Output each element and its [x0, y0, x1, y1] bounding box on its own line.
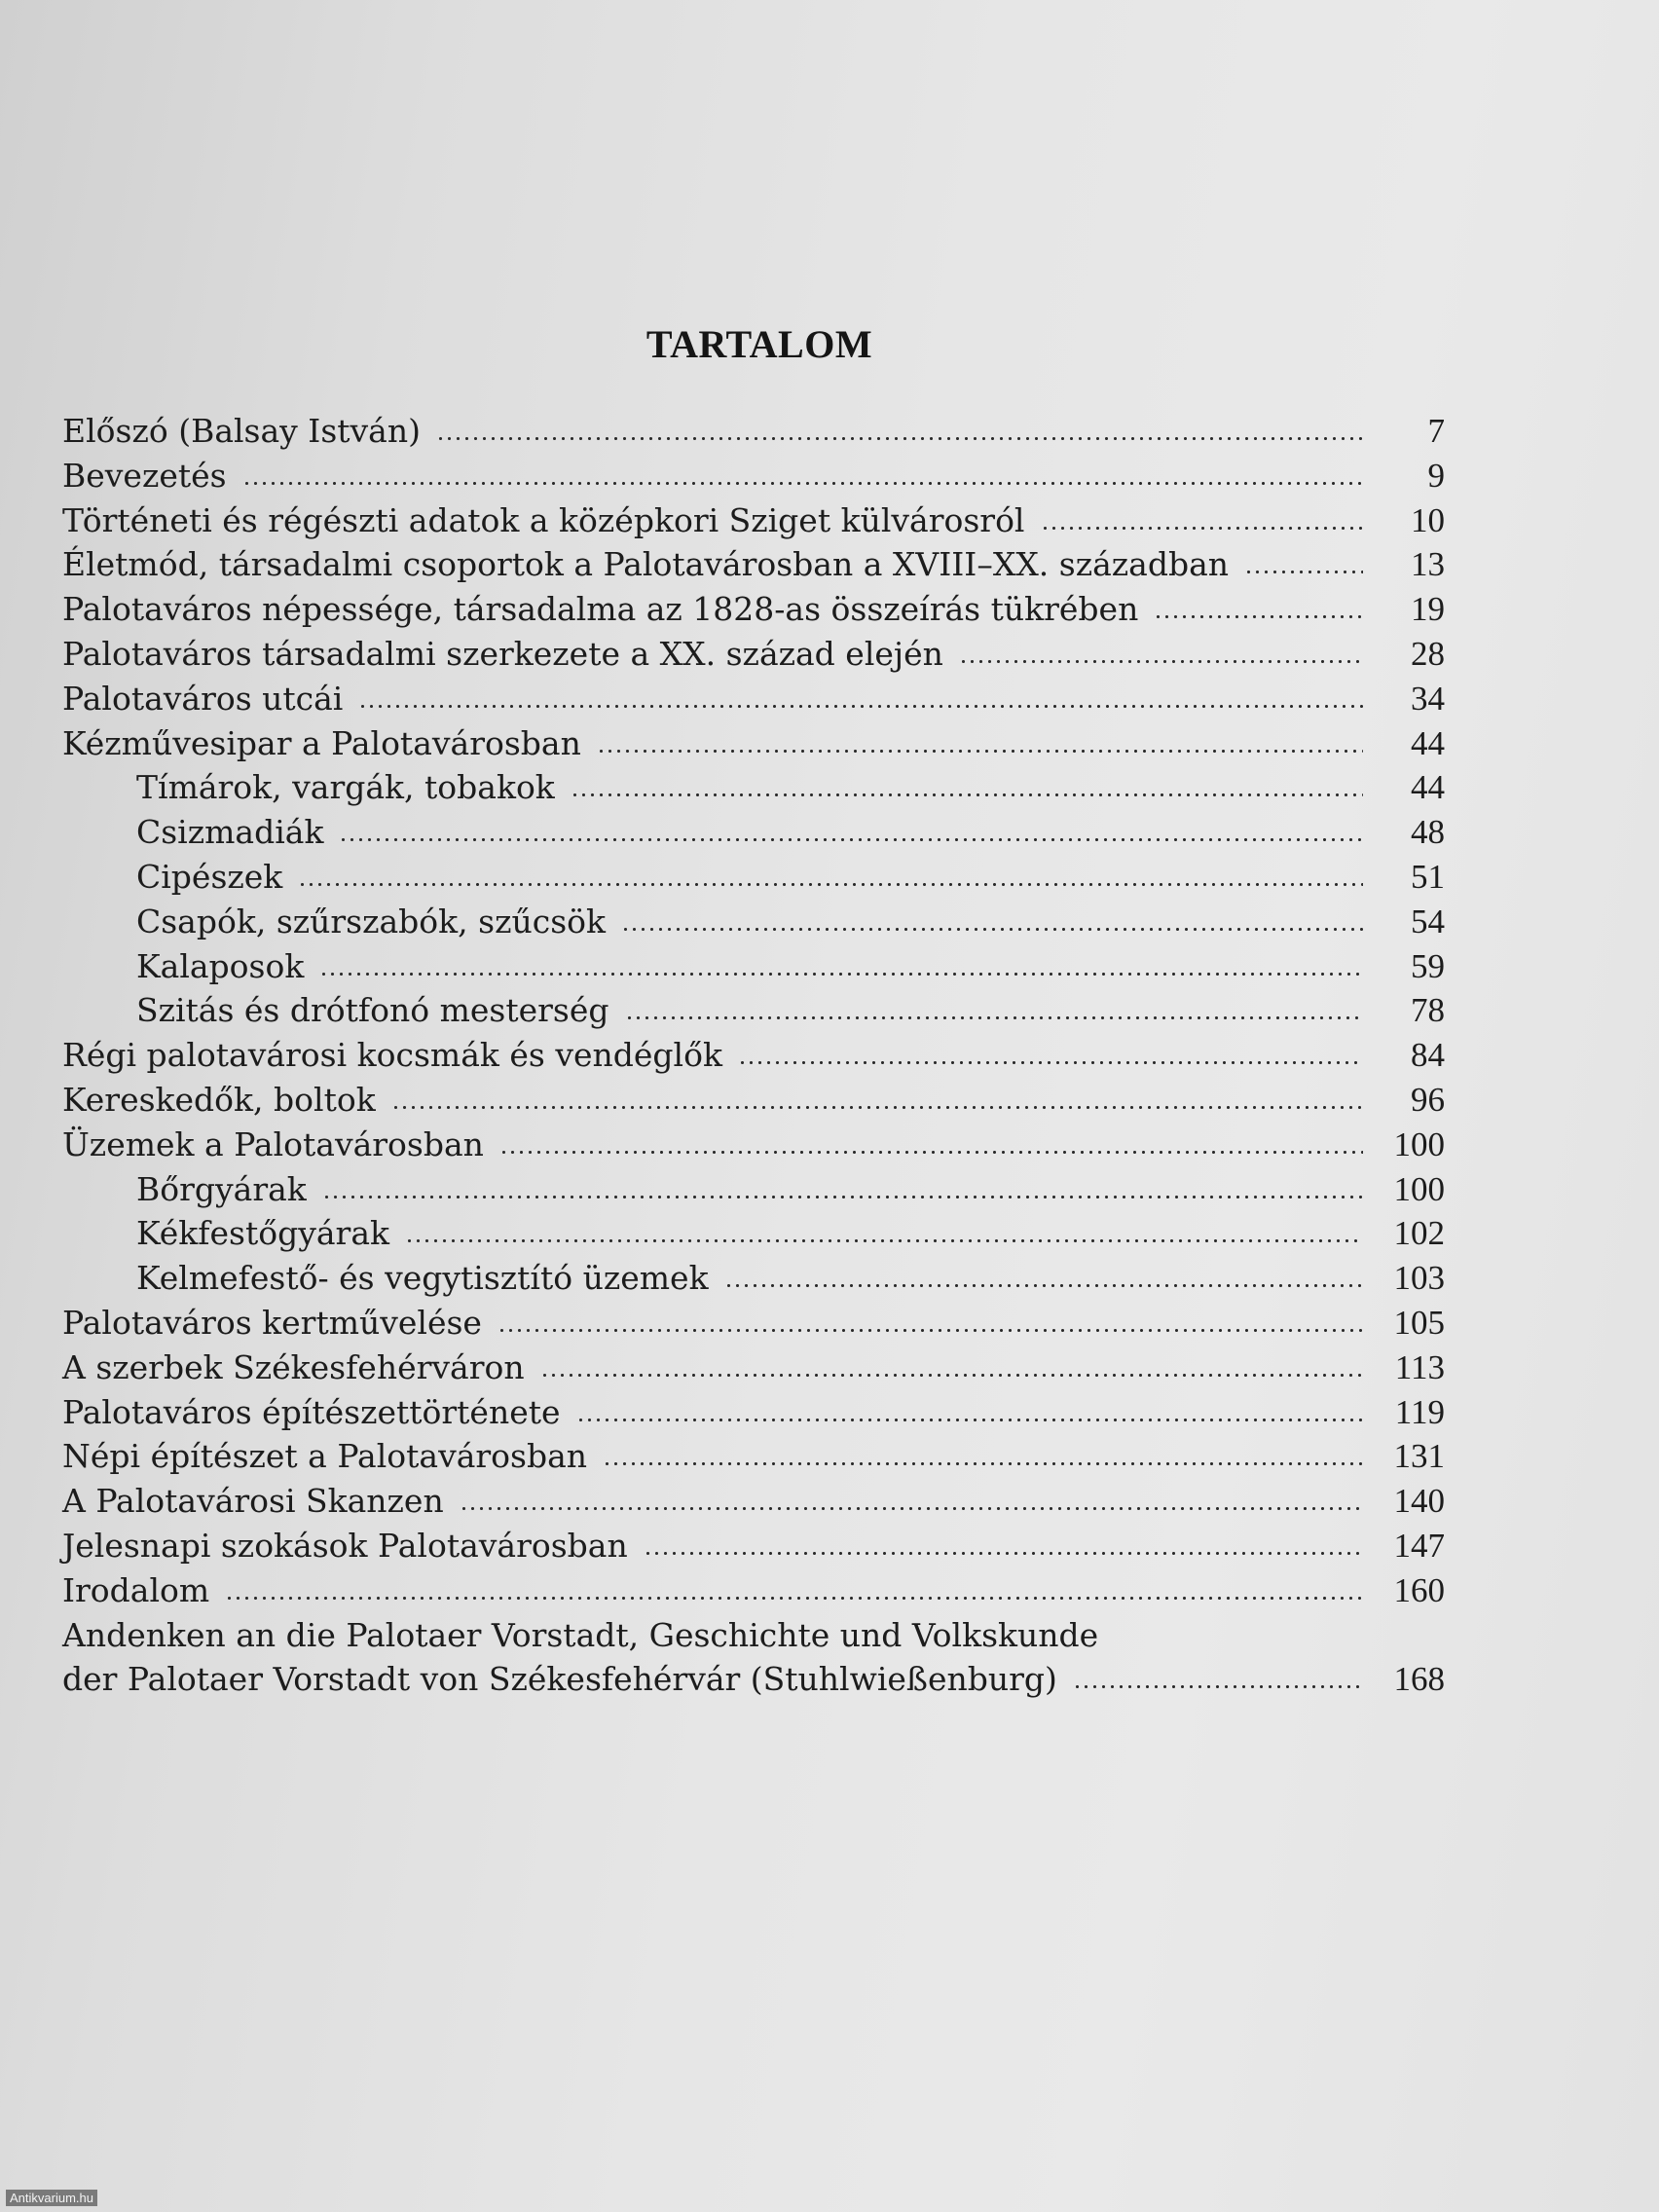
toc-leader-dots: [298, 883, 1363, 886]
toc-label: Szitás és drótfonó mesterség: [136, 991, 609, 1030]
toc-page-number: 13: [1411, 545, 1445, 584]
toc-leader-dots: [1073, 1685, 1363, 1688]
toc-leader-dots: [644, 1552, 1363, 1555]
toc-label: Kalaposok: [136, 946, 305, 985]
toc-page-number: 54: [1411, 902, 1445, 940]
toc-leader-dots: [436, 437, 1363, 440]
toc-leader-dots: [1244, 571, 1363, 573]
toc-leader-dots: [1041, 527, 1364, 530]
toc-leader-dots: [959, 660, 1363, 663]
toc-label: Életmód, társadalmi csoportok a Palotavárosban a XVIII–XX. században: [62, 545, 1230, 584]
toc-subentry: [62, 1211, 1445, 1256]
toc-page-number: 100: [1393, 1169, 1445, 1208]
toc-leader-dots: [358, 705, 1363, 708]
toc-page-number: 34: [1411, 679, 1445, 718]
toc-subentry: [62, 855, 1445, 900]
toc-leader-dots: [391, 1106, 1363, 1109]
toc-entry: [62, 409, 1445, 454]
toc-leader-dots: [460, 1507, 1363, 1510]
toc-entry: [62, 1033, 1445, 1078]
toc-subentry: [62, 900, 1445, 944]
toc-page-number: 84: [1411, 1036, 1445, 1075]
toc-entry: [62, 1568, 1445, 1613]
toc-entry: [62, 1346, 1445, 1390]
toc-leader-dots: [621, 928, 1363, 931]
toc-label: der Palotaer Vorstadt von Székesfehérvár (Stuhlwießenburg): [62, 1660, 1057, 1699]
toc-entry: [62, 1123, 1445, 1167]
toc-leader-dots: [1154, 615, 1363, 618]
page-title: TARTALOM: [645, 322, 873, 366]
toc-page-number: 10: [1411, 500, 1445, 539]
toc-page-number: 119: [1394, 1392, 1445, 1431]
site-watermark: Antikvarium.hu: [6, 2190, 97, 2206]
toc-leader-dots: [498, 1329, 1363, 1332]
toc-label: Üzemek a Palotavárosban: [62, 1124, 484, 1163]
toc-entry: [62, 1524, 1445, 1568]
toc-page-number: 96: [1411, 1080, 1445, 1119]
toc-leader-dots: [339, 838, 1363, 841]
toc-label: Csapók, szűrszabók, szűcsök: [136, 902, 606, 940]
toc-page-number: 19: [1411, 590, 1445, 629]
toc-leader-dots: [322, 1196, 1363, 1198]
table-of-contents: [62, 409, 1445, 1702]
toc-entry-first-line: [62, 1613, 1445, 1658]
toc-page-number: 7: [1427, 412, 1445, 450]
toc-page-number: 78: [1411, 991, 1445, 1030]
toc-label: Kékfestőgyárak: [136, 1214, 389, 1253]
toc-leader-dots: [540, 1374, 1363, 1377]
toc-leader-dots: [597, 750, 1363, 753]
toc-label: Történeti és régészti adatok a középkori Sziget külvárosról: [62, 500, 1025, 539]
toc-label: Kereskedők, boltok: [62, 1080, 376, 1119]
toc-leader-dots: [319, 973, 1363, 976]
toc-leader-dots: [576, 1419, 1363, 1421]
toc-page-number: 28: [1411, 634, 1445, 673]
toc-leader-dots: [724, 1284, 1363, 1287]
toc-page-number: 44: [1411, 768, 1445, 807]
toc-label: Tímárok, vargák, tobakok: [136, 768, 555, 807]
toc-label: Kézművesipar a Palotavárosban: [62, 723, 581, 762]
toc-entry: [62, 1390, 1445, 1435]
toc-page-number: 51: [1411, 857, 1445, 896]
toc-entry: [62, 542, 1445, 587]
toc-label: A Palotavárosi Skanzen: [62, 1482, 444, 1521]
toc-label: Kelmefestő- és vegytisztító üzemek: [136, 1259, 709, 1298]
toc-label: Jelesnapi szokások Palotavárosban: [62, 1526, 628, 1565]
toc-label: Előszó (Balsay István): [62, 412, 421, 450]
toc-label: Palotaváros népessége, társadalma az 1828-as összeírás tükrében: [62, 590, 1139, 629]
toc-subentry: [62, 765, 1445, 810]
toc-label: Régi palotavárosi kocsmák és vendéglők: [62, 1036, 722, 1075]
toc-label: Bevezetés: [62, 456, 227, 495]
toc-leader-dots: [603, 1462, 1363, 1465]
toc-page-number: 160: [1393, 1570, 1445, 1609]
toc-entry: [62, 1078, 1445, 1123]
toc-entry: [62, 677, 1445, 721]
toc-entry: [62, 1301, 1445, 1346]
toc-entry: [62, 587, 1445, 632]
toc-entry: [62, 1434, 1445, 1479]
toc-subentry: [62, 1256, 1445, 1301]
toc-page-number: 113: [1394, 1347, 1445, 1386]
toc-label: Irodalom: [62, 1570, 210, 1609]
toc-page-number: 44: [1411, 723, 1445, 762]
toc-label: Palotaváros építészettörténete: [62, 1392, 561, 1431]
toc-label: Palotaváros kertművelése: [62, 1303, 482, 1342]
toc-subentry: [62, 944, 1445, 989]
toc-entry: [62, 1479, 1445, 1524]
toc-label: Bőrgyárak: [136, 1169, 307, 1208]
toc-subentry: [62, 988, 1445, 1033]
toc-page-number: 103: [1393, 1259, 1445, 1298]
toc-leader-dots: [738, 1061, 1363, 1064]
toc-subentry: [62, 810, 1445, 855]
toc-page-number: 140: [1393, 1482, 1445, 1521]
toc-entry: [62, 498, 1445, 543]
toc-label: Andenken an die Palotaer Vorstadt, Geschichte und Volkskunde: [62, 1615, 1099, 1654]
toc-entry: [62, 721, 1445, 766]
toc-page-number: 105: [1393, 1303, 1445, 1342]
toc-leader-dots: [499, 1151, 1363, 1154]
toc-page-number: 100: [1393, 1124, 1445, 1163]
toc-leader-dots: [225, 1597, 1363, 1600]
toc-entry: [62, 632, 1445, 677]
toc-label: Palotaváros utcái: [62, 679, 344, 718]
toc-page-number: 9: [1427, 456, 1445, 495]
toc-page-number: 102: [1393, 1214, 1445, 1253]
toc-leader-dots: [571, 793, 1363, 796]
toc-page-number: 59: [1411, 946, 1445, 985]
toc-leader-dots: [405, 1239, 1363, 1242]
toc-label: A szerbek Székesfehérváron: [62, 1347, 525, 1386]
toc-entry: [62, 1657, 1445, 1702]
toc-label: Cipészek: [136, 857, 283, 896]
toc-page-number: 168: [1393, 1660, 1445, 1699]
toc-leader-dots: [625, 1016, 1364, 1019]
toc-page-number: 147: [1393, 1526, 1445, 1565]
toc-label: Palotaváros társadalmi szerkezete a XX. század elején: [62, 634, 943, 673]
toc-subentry: [62, 1167, 1445, 1212]
toc-label: Népi építészet a Palotavárosban: [62, 1437, 588, 1476]
toc-label: Csizmadiák: [136, 813, 324, 852]
toc-leader-dots: [242, 482, 1363, 485]
toc-page-number: 131: [1393, 1437, 1445, 1476]
toc-page-number: 48: [1411, 813, 1445, 852]
toc-entry: [62, 454, 1445, 498]
